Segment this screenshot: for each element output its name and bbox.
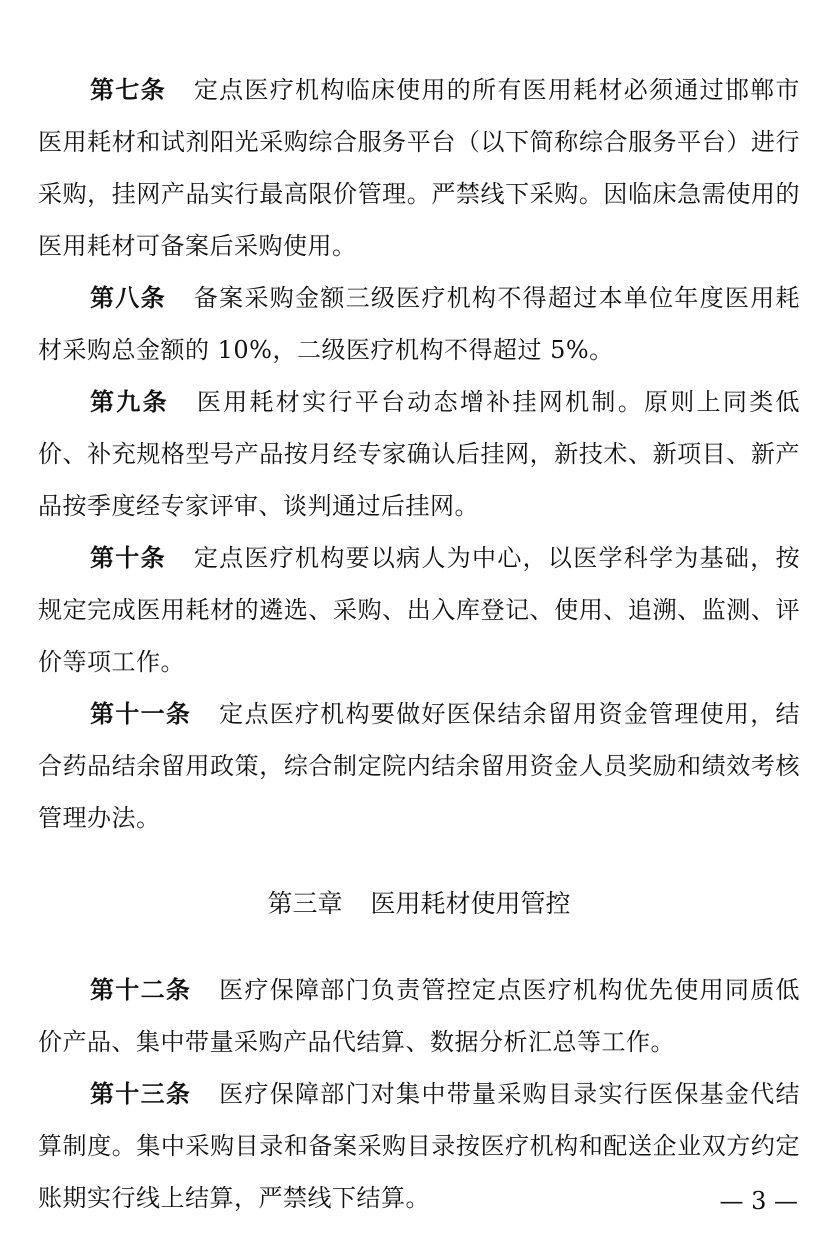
article-heading: 第十条 xyxy=(90,544,166,572)
article-7 xyxy=(38,64,800,272)
article-heading: 第八条 xyxy=(90,284,166,312)
chapter-heading xyxy=(38,884,800,924)
article-13 xyxy=(38,1068,800,1224)
article-body: 医用耗材实行平台动态增补挂网机制。原则上同类低价、补充规格型号产品按月经专家确认后挂网，新技术、新项目、新产品按季度经专家评审、谈判通过后挂网。 xyxy=(38,388,801,520)
page-number: — 3 — xyxy=(719,1187,798,1215)
article-heading: 第九条 xyxy=(90,388,169,416)
document-page xyxy=(38,64,800,1224)
article-heading: 第七条 xyxy=(90,76,166,104)
article-body: 定点医疗机构临床使用的所有医用耗材必须通过邯郸市医用耗材和试剂阳光采购综合服务平台（以下简称综合服务平台）进行采购，挂网产品实行最高限价管理。严禁线下采购。因临床急需使用的医用耗材可备案后采购使用。 xyxy=(38,76,801,260)
article-heading: 第十三条 xyxy=(90,1080,192,1108)
article-heading: 第十一条 xyxy=(90,700,192,728)
article-8 xyxy=(38,272,800,376)
article-body: 定点医疗机构要以病人为中心，以医学科学为基础，按规定完成医用耗材的遴选、采购、出入库登记、使用、追溯、监测、评价等项工作。 xyxy=(38,544,801,676)
article-body: 医疗保障部门对集中带量采购目录实行医保基金代结算制度。集中采购目录和备案采购目录按医疗机构和配送企业双方约定账期实行线上结算，严禁线下结算。 xyxy=(38,1080,801,1212)
article-12 xyxy=(38,964,800,1068)
article-body: 医疗保障部门负责管控定点医疗机构优先使用同质低价产品、集中带量采购产品代结算、数据分析汇总等工作。 xyxy=(38,976,801,1056)
article-10 xyxy=(38,532,800,688)
article-heading: 第十二条 xyxy=(90,976,192,1004)
article-9 xyxy=(38,376,800,532)
article-body: 定点医疗机构要做好医保结余留用资金管理使用，结合药品结余留用政策，综合制定院内结余留用资金人员奖励和绩效考核管理办法。 xyxy=(38,700,801,832)
chapter-number: 第三章 xyxy=(267,889,343,918)
article-body: 备案采购金额三级医疗机构不得超过本单位年度医用耗材采购总金额的 10%，二级医疗机构不得超过 5%。 xyxy=(38,284,801,364)
chapter-title: 医用耗材使用管控 xyxy=(370,889,571,918)
article-11 xyxy=(38,688,800,844)
